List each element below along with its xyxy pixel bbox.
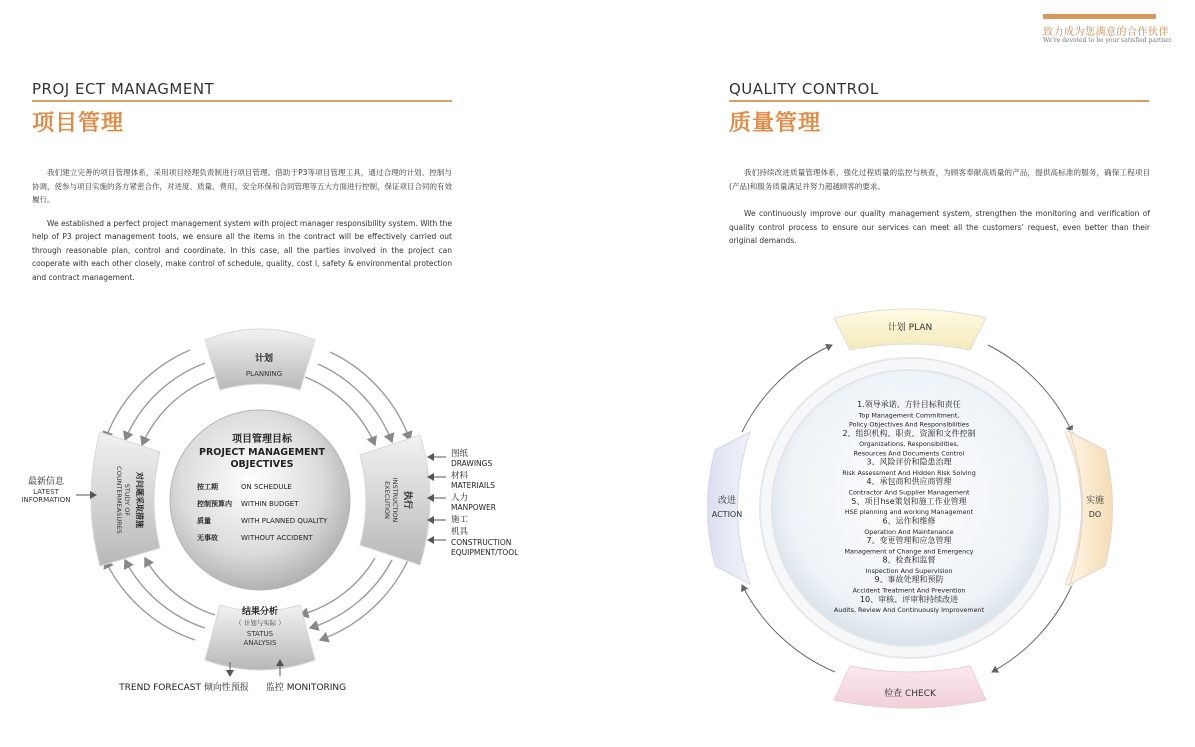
do-label-cn: 实施: [1085, 496, 1105, 506]
quality-intro: [729, 166, 1150, 248]
objective-cn: 质量: [197, 517, 211, 525]
hse-element-en: Risk Assessment And Hidden Risk Solving: [842, 469, 976, 477]
analysis-en2: ANALYSIS: [243, 639, 277, 647]
hse-element-en: Accident Treatment And Prevention: [852, 586, 966, 595]
brand-bar: [1043, 14, 1156, 19]
execution-en1: INSTRUCTION: [391, 477, 399, 523]
plan-label: 计划 PLAN: [887, 323, 933, 333]
project-intro-cn: 我们建立完善的项目管理体系，采用项目经理负责制进行项目管理。借助于P3等项目管理工具，通过合理的计划、控制与协调，使参与项目实施的各方紧密合作，对进度、质量、费用、安全环保和合同管理等五大方面进行控制，保证项目合同的有效履行。: [32, 168, 452, 204]
countermeasures-en1: STUDY OF: [123, 483, 131, 517]
hse-element-en: Inspection And Supervision: [865, 567, 953, 575]
input-en: MATERIAILS: [451, 481, 496, 490]
objective-cn: 控制预算内: [197, 500, 232, 508]
hse-element-cn: 8、检查和监督: [882, 555, 936, 565]
latest-info-cn: 最新信息: [27, 477, 65, 487]
quality-intro-cn: 我们持续改进质量管理体系，强化过程质量的监控与核查，为顾客奉献高质量的产品，提供高标准的服务，确保工程项目(产品)和服务质量满足并努力超越顾客的要求。: [729, 168, 1150, 191]
quality-title-rule: [729, 100, 1149, 102]
brand-slogan-en: We're devoted to be your satisfied partner.: [1043, 37, 1173, 44]
objective-en: WITHIN BUDGET: [241, 500, 299, 508]
check-label: 检查 CHECK: [884, 689, 936, 699]
project-title-rule: [32, 100, 452, 102]
input-en: MANPOWER: [451, 503, 497, 512]
project-title-en: PROJ ECT MANAGMENT: [32, 80, 215, 98]
hse-element-en: Organizations, Responsibilities,: [859, 440, 959, 449]
latest-info-en1: LATEST: [33, 488, 59, 496]
objectives-en2: OBJECTIVES: [230, 459, 294, 470]
hse-element-cn: 9、事故处理和预防: [874, 575, 944, 585]
objective-en: WITH PLANNED QUALITY: [241, 517, 328, 525]
hse-element-en: Policy Objectives And Responsibilities: [848, 420, 970, 429]
project-intro-en: We established a perfect project management system with project manager responsibility system. With the help of P3 project management tools, we ensure all the items in the contract will be effectively carried out through reasonable plan, control and coordinate. In this case, all the parties involved in the project can cooperate with each other closely, make control of schedule, quality, cost l, safety & environmental protection and contract management.: [32, 218, 452, 282]
analysis-cn: 结果分析: [241, 607, 279, 617]
countermeasures-en2: COUNTERMEASURES: [115, 466, 123, 534]
action-tab: [708, 432, 751, 584]
quality-title-en: QUALITY CONTROL: [729, 80, 879, 98]
objective-en: WITHOUT ACCIDENT: [241, 534, 313, 542]
analysis-sub: （ 计划与实际 ）: [235, 619, 285, 627]
hse-element-en: Resources And Documents Control: [853, 449, 965, 458]
quality-intro-en: We continuously improve our quality management system, strengthen the monitoring and verification of quality control process to ensure our services can meet all the customers’ request, even better than their original demands.: [729, 209, 1150, 245]
brand-slogan-cn: 致力成为您满意的合作伙伴: [1043, 27, 1169, 38]
hse-element-cn: 6、运作和维修: [882, 516, 936, 526]
input-cn: 施工: [451, 515, 469, 525]
objective-cn: 无事故: [197, 534, 218, 542]
hse-element-en: HSE planning and working Management: [844, 508, 974, 517]
hse-element-cn: 3、风险评价和隐患治理: [866, 457, 952, 467]
hse-element-cn: 5、项目hse策划和施工作业管理: [851, 496, 967, 506]
quality-title-cn: 质量管理: [729, 111, 822, 136]
planning-en: PLANNING: [245, 370, 283, 378]
action-label-cn: 改进: [717, 496, 737, 506]
latest-info-en2: INFORMATION: [21, 496, 71, 504]
input-cn: 图纸: [451, 449, 469, 459]
project-management-diagram: [0, 300, 560, 720]
objective-cn: 按工期: [197, 483, 218, 491]
countermeasures-cn: 对问题采取措施: [135, 472, 144, 528]
hse-element-en: Management of Change and Emergency: [844, 547, 974, 556]
input-en: CONSTRUCTION: [451, 538, 512, 547]
trend-forecast: TREND FORECAST 倾向性预报: [119, 683, 249, 693]
hse-element-cn: 2、组织机构、职责、资源和文件控制: [842, 428, 976, 438]
hse-element-en: Audits, Review And Continuously Improvement: [833, 606, 985, 615]
input-en: EQUIPMENT/TOOL: [451, 548, 519, 557]
hse-element-cn: 1.领导承诺、方针目标和责任: [857, 400, 961, 409]
objective-en: ON SCHEDULE: [241, 483, 292, 491]
do-tab: [1070, 432, 1113, 584]
objectives-en1: PROJECT MANAGEMENT: [199, 447, 325, 458]
monitoring: 监控 MONITORING: [265, 683, 347, 693]
hse-element-cn: 4、承包商和供应商管理: [866, 477, 952, 487]
objectives-cn: 项目管理目标: [232, 434, 292, 445]
input-cn: 材料: [451, 471, 469, 481]
analysis-en1: STATUS: [246, 630, 274, 638]
hse-element-en: Top Management Commitment,: [858, 411, 960, 420]
project-title-cn: 项目管理: [32, 111, 125, 136]
check-tab: [834, 666, 986, 708]
execution-en2: EXECUTION: [383, 481, 391, 519]
hse-element-cn: 10、审核、评审和持续改进: [859, 594, 959, 604]
hse-element-cn: 7、变更管理和应急管理: [866, 536, 952, 545]
project-intro: [32, 166, 452, 284]
planning-cn: 计划: [254, 354, 274, 364]
action-label-en: ACTION: [711, 510, 743, 519]
pdca-diagram: [700, 300, 1130, 720]
input-en: DRAWINGS: [451, 459, 493, 468]
input-cn: 人力: [451, 493, 469, 503]
hse-element-en: Contractor And Supplier Management: [848, 488, 970, 497]
do-label-en: DO: [1088, 510, 1102, 519]
execution-cn: 执行: [402, 490, 412, 510]
input-cn: 机具: [451, 527, 469, 537]
hse-element-en: Operation And Maintenance: [864, 527, 954, 536]
